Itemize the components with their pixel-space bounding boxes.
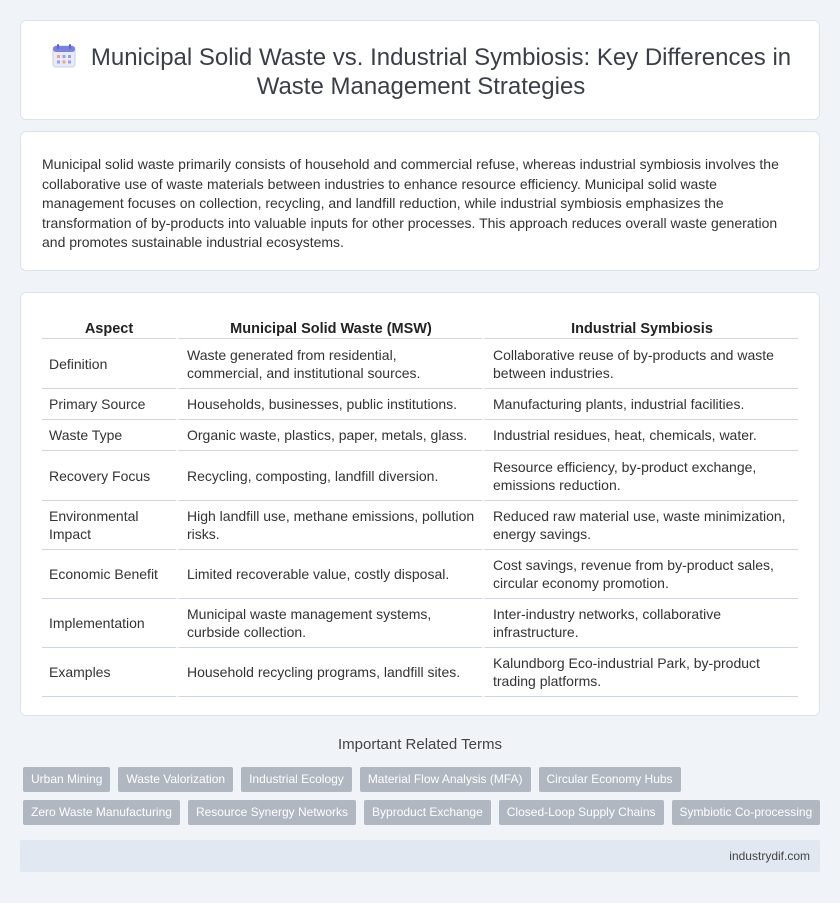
table-row bbox=[42, 451, 798, 501]
row-symbiosis: Kalundborg Eco-industrial Park, by-product trading platforms. bbox=[482, 648, 798, 697]
row-symbiosis: Reduced raw material use, waste minimization, energy savings. bbox=[482, 501, 798, 550]
row-symbiosis: Industrial residues, heat, chemicals, water. bbox=[482, 420, 798, 451]
row-aspect: Economic Benefit bbox=[42, 550, 176, 599]
tag-symbiotic-co-processing[interactable]: Symbiotic Co-processing bbox=[672, 800, 821, 825]
table-row bbox=[42, 648, 798, 697]
header-msw: Municipal Solid Waste (MSW) bbox=[176, 315, 482, 339]
row-msw: High landfill use, methane emissions, pollution risks. bbox=[176, 501, 482, 550]
row-symbiosis: Collaborative reuse of by-products and waste between industries. bbox=[482, 339, 798, 389]
footer-site[interactable]: industrydif.com bbox=[729, 849, 810, 863]
row-msw: Limited recoverable value, costly disposal. bbox=[176, 550, 482, 599]
row-symbiosis: Resource efficiency, by-product exchange, emissions reduction. bbox=[482, 451, 798, 501]
related-terms-tags bbox=[23, 767, 813, 833]
row-msw: Households, businesses, public institutions. bbox=[176, 389, 482, 420]
tag-row bbox=[23, 800, 813, 825]
tag-resource-synergy-networks[interactable]: Resource Synergy Networks bbox=[188, 800, 356, 825]
tag-industrial-ecology[interactable]: Industrial Ecology bbox=[241, 767, 352, 792]
related-terms-title: Important Related Terms bbox=[338, 736, 502, 753]
comparison-table bbox=[42, 315, 798, 697]
table-row bbox=[42, 420, 798, 451]
row-symbiosis: Cost savings, revenue from by-product sales, circular economy promotion. bbox=[482, 550, 798, 599]
row-msw: Municipal waste management systems, curbside collection. bbox=[176, 599, 482, 648]
table-row bbox=[42, 550, 798, 599]
tag-circular-economy-hubs[interactable]: Circular Economy Hubs bbox=[539, 767, 681, 792]
row-msw: Organic waste, plastics, paper, metals, glass. bbox=[176, 420, 482, 451]
calendar-grid-icon bbox=[51, 43, 77, 69]
table-header-row bbox=[42, 315, 798, 339]
tag-material-flow-analysis[interactable]: Material Flow Analysis (MFA) bbox=[360, 767, 531, 792]
row-msw: Household recycling programs, landfill sites. bbox=[176, 648, 482, 697]
row-msw: Recycling, composting, landfill diversion. bbox=[176, 451, 482, 501]
page-title: Municipal Solid Waste vs. Industrial Symbiosis: Key Differences in Waste Management Strategies bbox=[90, 44, 792, 100]
tag-waste-valorization[interactable]: Waste Valorization bbox=[118, 767, 233, 792]
tag-byproduct-exchange[interactable]: Byproduct Exchange bbox=[364, 800, 491, 825]
row-aspect: Examples bbox=[42, 648, 176, 697]
footer-bar bbox=[20, 840, 820, 872]
tag-urban-mining[interactable]: Urban Mining bbox=[23, 767, 110, 792]
tag-closed-loop-supply-chains[interactable]: Closed-Loop Supply Chains bbox=[499, 800, 664, 825]
tag-row bbox=[23, 767, 813, 792]
row-aspect: Recovery Focus bbox=[42, 451, 176, 501]
row-aspect: Primary Source bbox=[42, 389, 176, 420]
row-aspect: Definition bbox=[42, 339, 176, 389]
intro-card bbox=[20, 131, 820, 271]
row-symbiosis: Manufacturing plants, industrial facilities. bbox=[482, 389, 798, 420]
header-symbiosis: Industrial Symbiosis bbox=[482, 315, 798, 339]
header-aspect: Aspect bbox=[42, 315, 176, 339]
row-msw: Waste generated from residential, commercial, and institutional sources. bbox=[176, 339, 482, 389]
table-row bbox=[42, 501, 798, 550]
header-card bbox=[20, 20, 820, 120]
row-symbiosis: Inter-industry networks, collaborative infrastructure. bbox=[482, 599, 798, 648]
tag-zero-waste-manufacturing[interactable]: Zero Waste Manufacturing bbox=[23, 800, 180, 825]
table-row bbox=[42, 599, 798, 648]
table-row bbox=[42, 389, 798, 420]
page-title-block bbox=[21, 43, 821, 101]
row-aspect: Waste Type bbox=[42, 420, 176, 451]
row-aspect: Environmental Impact bbox=[42, 501, 176, 550]
comparison-card bbox=[20, 292, 820, 716]
intro-paragraph: Municipal solid waste primarily consists of household and commercial refuse, whereas industrial symbiosis involves the collaborative use of waste materials between industries to enhance resource efficiency. Municipal solid waste management focuses on collection, recycling, and landfill reduction, while industrial symbiosis emphasizes the transformation of by-products into valuable inputs for other processes. This approach reduces overall waste generation and promotes sustainable industrial ecosystems. bbox=[42, 156, 779, 250]
row-aspect: Implementation bbox=[42, 599, 176, 648]
table-row bbox=[42, 339, 798, 389]
